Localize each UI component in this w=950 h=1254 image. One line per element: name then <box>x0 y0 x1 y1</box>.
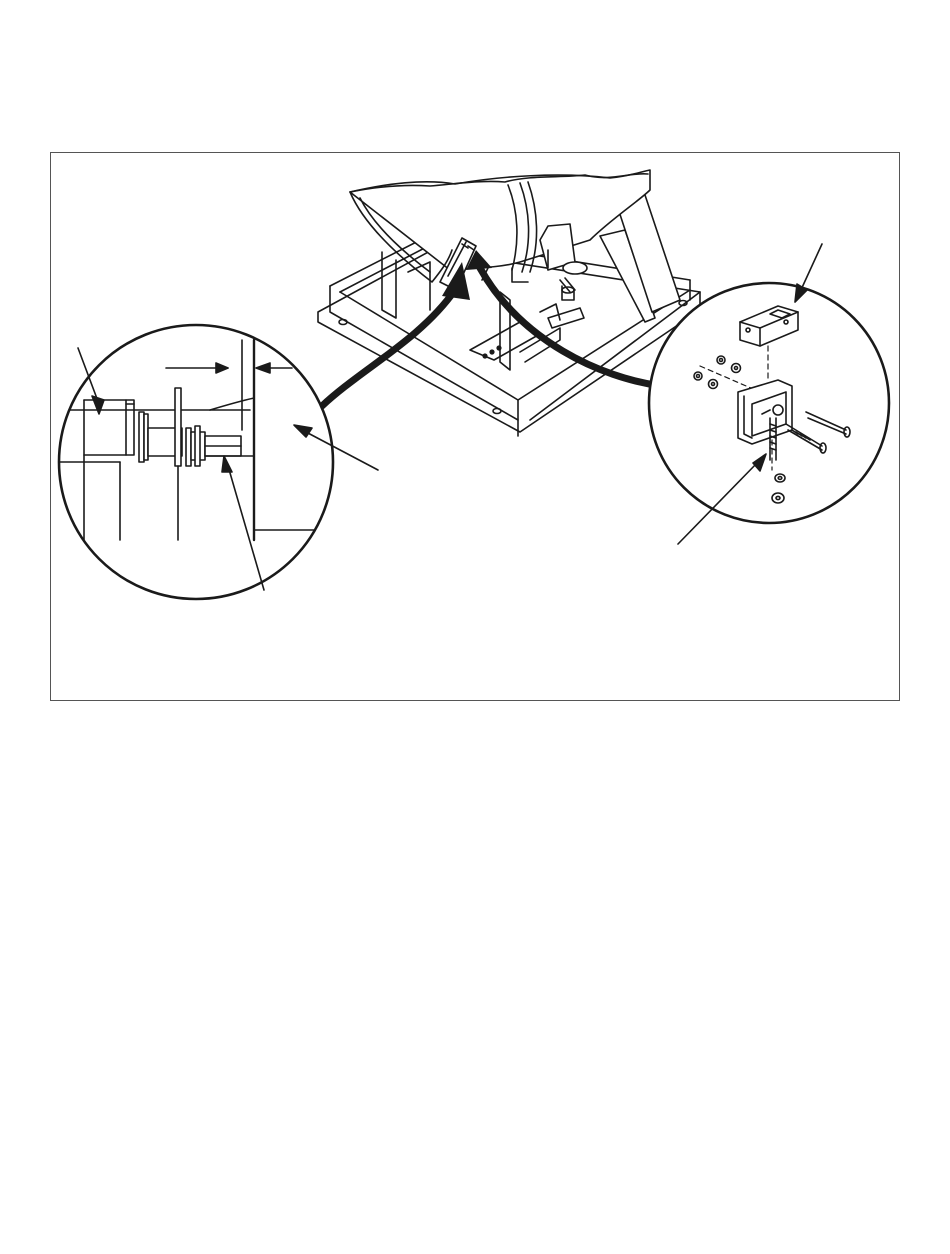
left-detail-circle <box>59 325 340 599</box>
right-detail-circle <box>649 283 889 523</box>
